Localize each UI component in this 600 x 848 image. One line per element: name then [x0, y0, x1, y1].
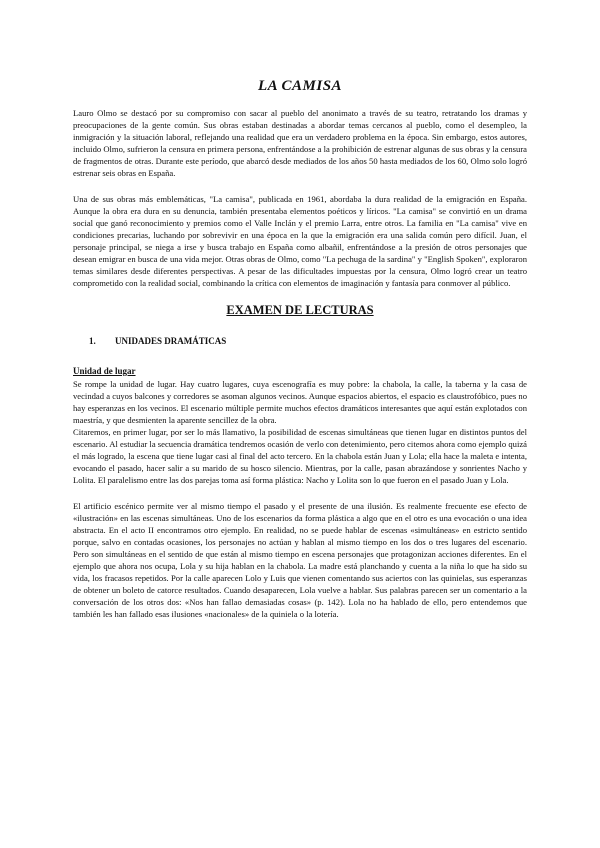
intro-paragraph: Lauro Olmo se destacó por su compromiso con sacar al pueblo del anonimato a través de su teatro, retratando los dramas y preocupaciones de la gente común. Sus obras estaban destinadas a abordar temas cercanos al pueblo, como el desempleo, la inmigración y la situación laboral, reflejando una realidad que era un verdadero problema en la época. Sin embargo, estos autores, incluido Olmo, sufrieron la censura en primera persona, enfrentándose a la prohibición de estrenar algunas de sus obras y la censura de fragmentos de otras. Durante este período, que abarcó desde mediados de los años 50 hasta mediados de los 60, Olmo solo logró estrenar seis obras en España. [73, 108, 527, 178]
subsection-number: 1. [89, 336, 96, 346]
section-title: EXAMEN DE LECTURAS [226, 303, 374, 317]
document-page [73, 78, 527, 634]
document-title: LA CAMISA [257, 78, 343, 94]
intro-paragraph: Una de sus obras más emblemáticas, "La camisa", publicada en 1961, abordaba la dura realidad de la emigración en España. Aunque la obra era dura en su denuncia, también presentaba elementos poéticos y líricos. "La camisa" se convirtió en un drama social que ganó reconocimiento y premios como el Valle Inclán y el premio Larra, entre otros. La familia en "La camisa" vive en condiciones precarias, luchando por sobrevivir en una época en la que la emigración era una salida común pero difícil. Juan, el personaje principal, se niega a irse y busca trabajo en España como albañil, enfrentándose a la presión de otros personajes que desean emigrar en busca de una vida mejor. Otras obras de Olmo, como "La pechuga de la sardina" y "English Spoken", exploraron temas similares desde diferentes perspectivas. A pesar de las dificultades impuestas por la censura, Olmo logró crear un teatro comprometido con la realidad social, combinando la crítica con elementos de imaginación y fantasía para conmover al público. [73, 194, 527, 288]
body-paragraph: El artificio escénico permite ver al mismo tiempo el pasado y el presente de una ilusión. Es realmente frecuente ese efecto de «ilustración» en las escenas simultáneas. Uno de los escenarios da forma plástica a algo que en el otro es una evocación o una idea abstracta. En el acto II encontramos otro ejemplo. En realidad, no se puede hablar de escenas «simultáneas» en estricto sentido porque, salvo en contadas ocasiones, los personajes no actúan y hablan al mismo tiempo en los dos o tres lugares del escenario. Pero son simultáneas en el sentido de que están al mismo tiempo en escena personajes que protagonizan acciones diferentes. En el ejemplo que ahora nos ocupa, Lola y su hija hablan en la chabola. La madre está planchando y cuenta a la niña lo que ha sido su vida, los fracasos repetidos. Por la calle aparecen Lolo y Luis que vienen comentando sus aciertos con las quinielas, sus esperanzas de obtener un boleto de catorce resultados. Cuando desaparecen, Lola vuelve a hablar. Sus palabras parecen ser un comentario a la conversación de los otros dos: «Nos han fallao demasiadas cosas» (p. 142). Lola no ha hablado de ello, pero entendemos que también les han fallado esas ilusiones «nacionales» de la quiniela o la lotería. [73, 501, 527, 619]
body-paragraph: Se rompe la unidad de lugar. Hay cuatro lugares, cuya escenografía es muy pobre: la chabola, la calle, la taberna y la casa de vecindad a cuyos balcones y corredores se asoman algunos vecinos. Aunque espacios abiertos, el espacio es claustrofóbico, pues no hay esperanzas en los vecinos. El escenario múltiple permite muchos efectos dramáticos interesantes que aquí están explotados con maestría, y que desmienten la aparente sencillez de la obra. [73, 379, 527, 425]
subheading-unidad-de-lugar: Unidad de lugar [73, 366, 136, 376]
subsection-title: UNIDADES DRAMÁTICAS [115, 336, 227, 346]
body-paragraph: Citaremos, en primer lugar, por ser lo más llamativo, la posibilidad de escenas simultáneas que tienen lugar en distintos puntos del escenario. Al estudiar la secuencia dramática tendremos ocasión de verlo con detenimiento, pero citemos ahora como ejemplo quizá el más logrado, la escena que tiene lugar casi al final del acto tercero. En la chabola están Juan y Lola; ella hace la maleta e intenta, evocando el pasado, hacer salir a su marido de su hosco silencio. Mientras, por la calle, pasan abrazándose y sonrientes Nacho y Lolita. El paralelismo entre las dos parejas toma así forma plástica: Nacho y Lolita son lo que fueron en el pasado Juan y Lola. [73, 427, 527, 485]
subsection-heading [73, 336, 527, 346]
